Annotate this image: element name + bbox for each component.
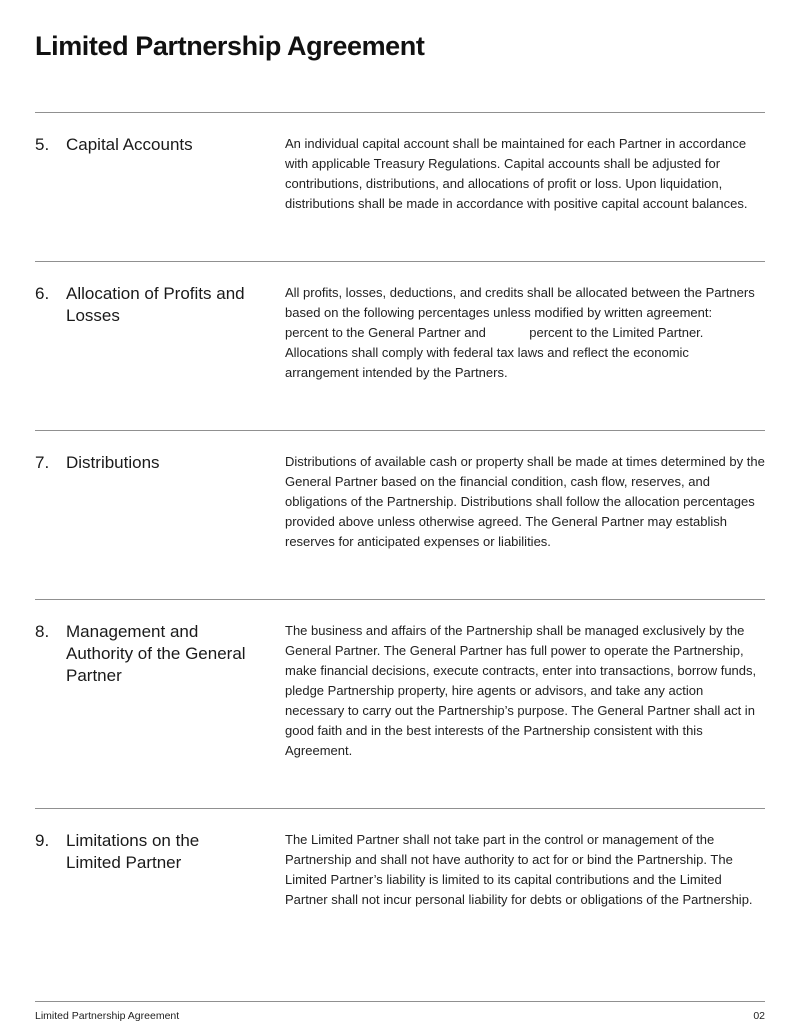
section-body: The Limited Partner shall not take part in the control or management of the Partnership and shall not have authority to act for or bind the Partnership. The Limited Partner’s liability is limited to its capital contributions and the Limited Partner shall not incur personal liability for debts or obligations of the Partnership. [285, 832, 753, 908]
section-body: All profits, losses, deductions, and credits shall be allocated between the Partners based on the following percentages unless modified by written agreement: percent to the General Partner and percent to the Limited Partner. Allocations shall comply with federal tax laws and reflect the economic arrangement intended by the Partners. [285, 285, 759, 381]
section-heading-block [35, 134, 285, 156]
section-body: An individual capital account shall be maintained for each Partner in accordance with applicable Treasury Regulations. Capital accounts shall be adjusted for contributions, distributions, and allocations of profit or loss. Upon liquidation, distributions shall be made in accordance with positive capital account balances. [285, 136, 750, 212]
footer-title: Limited Partnership Agreement [35, 1010, 180, 1022]
page-number: 02 [753, 1010, 765, 1022]
section-heading-block [35, 830, 285, 874]
section-capital-accounts [35, 112, 765, 214]
section-number: 9. [35, 831, 50, 851]
section-body: The business and affairs of the Partnership shall be managed exclusively by the General Partner. The General Partner has full power to operate the Partnership, make financial decisions, execute contracts, enter into transactions, borrow funds, pledge Partnership property, hire agents or advisors, and take any action necessary to carry out the Partnership’s purpose. The General Partner shall act in good faith and in the best interests of the Partnership consistent with this Agreement. [285, 623, 760, 759]
section-heading: Distributions [66, 453, 160, 473]
page-footer [35, 1001, 765, 1022]
section-distributions [35, 430, 769, 552]
section-heading-block [35, 283, 285, 327]
section-heading: Allocation of Profits and Losses [66, 284, 245, 326]
section-number: 7. [35, 453, 50, 473]
sections-list [35, 112, 769, 910]
section-limitations-limited-partner [35, 808, 765, 910]
section-number: 5. [35, 135, 50, 155]
section-number: 6. [35, 284, 50, 304]
section-heading-block [35, 621, 285, 687]
section-heading: Limitations on the Limited Partner [66, 831, 200, 873]
page-title: Limited Partnership Agreement [35, 31, 425, 61]
section-number: 8. [35, 622, 50, 642]
section-body: Distributions of available cash or property shall be made at times determined by the General Partner based on the financial condition, cash flow, reserves, and obligations of the Partnership. Distributions shall follow the allocation percentages provided above unless otherwise agreed. The General Partner may establish reserves for anticipated expenses or liabilities. [285, 454, 769, 550]
section-heading: Management and Authority of the General Partner [66, 622, 246, 686]
section-allocation-of-profits [35, 261, 765, 383]
section-heading: Capital Accounts [66, 135, 193, 155]
section-management-authority [35, 599, 765, 761]
section-heading-block [35, 452, 285, 474]
